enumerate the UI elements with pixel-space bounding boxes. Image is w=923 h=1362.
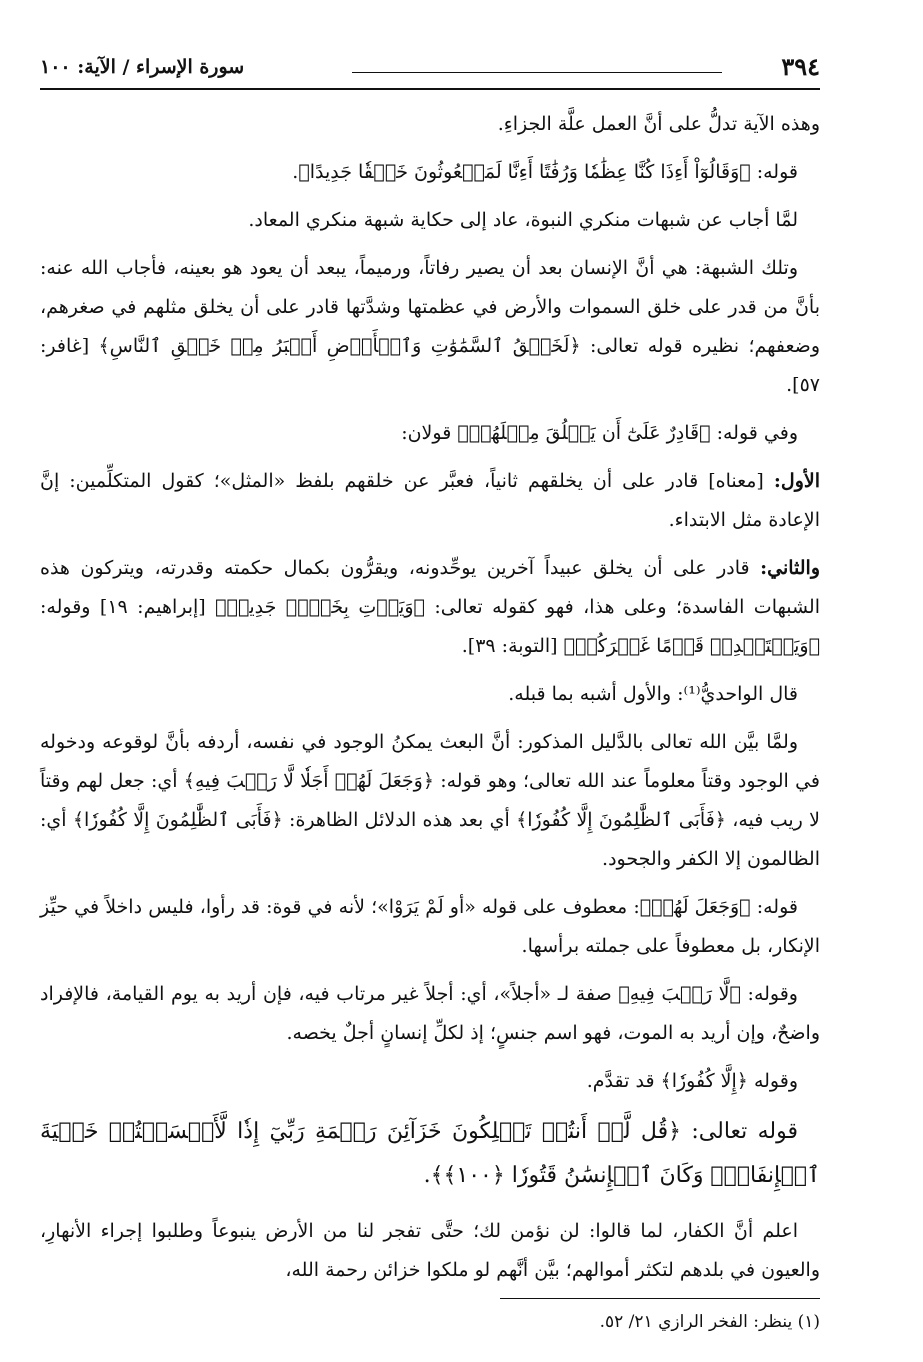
footnote: (١) ينظر: الفخر الرازي ٢١/ ٥٢.: [599, 1312, 820, 1332]
opinion-paragraph: [40, 549, 820, 666]
paragraph: وقوله ﴿إِلَّا كُفُورٗا﴾ قد تقدَّم.: [586, 1070, 798, 1092]
page-header: [40, 50, 820, 90]
paragraph: قوله: ﴿وَجَعَلَ لَهُمۡ﴾: معطوف على قوله «أو لَمْ يَرَوْا»؛ لأنه في قوة: قد رأوا، فليس داخلاً في حيِّز الإنكار، بل معطوفاً على جملته برأسها.: [40, 896, 820, 957]
header-line: [352, 72, 722, 73]
paragraph: اعلم أنَّ الكفار، لما قالوا: لن نؤمن لك؛ حتَّى تفجر لنا من الأرض ينبوعاً وطلبوا إجراء الأنهارِ، والعيون في بلدهم لتكثر أموالهم؛ بيَّن أنَّهم لو ملكوا خزائن رحمة الله،: [40, 1220, 820, 1281]
paragraph: وقوله: ﴿لَّا رَيۡبَ فِيهِ﴾ صفة لـ «أجلاً»، أي: أجلاً غير مرتاب فيه، فإن أريد به يوم القيامة، فالإفراد واضحٌ، وإن أريد به الموت، فهو اسم جنسٍ؛ إذ لكلِّ إنسانٍ أجلٌ يخصه.: [40, 983, 820, 1044]
opinion-text: [معناه] قادر على أن يخلقهم ثانياً، فعبَّر عن خلقهم بلفظ «المثل»؛ كقول المتكلِّمين: إنَّ الإعادة مثل الابتداء.: [40, 470, 820, 531]
page-number: ٣٩٤: [781, 52, 820, 81]
opinion-text: قادر على أن يخلق عبيداً آخرين يوحِّدونه، ويقرُّون بكمال حكمته وقدرته، ويتركون هذه الشبهات الفاسدة؛ وعلى هذا، فهو كقوله تعالى: ﴿وَيَأۡتِ بِخَلۡقٖ جَدِيدٖ﴾ [إبراهيم: ١٩] وقوله: ﴿وَيَسۡتَبۡدِلۡ قَوۡمًا غَيۡرَكُمۡ﴾ [التوبة: ٣٩].: [40, 557, 820, 657]
paragraph: وفي قوله: ﴿قَادِرٌ عَلَىٰٓ أَن يَخۡلُقَ مِثۡلَهُمۡ﴾ قولان:: [401, 422, 798, 444]
surah-reference: سورة الإسراء / الآية: ١٠٠: [40, 56, 245, 78]
paragraph: لمَّا أجاب عن شبهات منكري النبوة، عاد إلى حكاية شبهة منكري المعاد.: [248, 209, 798, 231]
paragraph: قال الواحديُّ⁽¹⁾: والأول أشبه بما قبله.: [508, 683, 798, 705]
paragraph: ولمَّا بيَّن الله تعالى بالدَّليل المذكور: أنَّ البعث يمكنُ الوجود في نفسه، أردفه بأنَّ لوقوعه ودخوله في الوجود وقتاً معلوماً عند الله تعالى؛ وهو قوله: ﴿وَجَعَلَ لَهُمۡ أَجَلٗا لَّا رَيۡبَ فِيهِ﴾ أي: جعل لهم وقتاً لا ريب فيه، ﴿فَأَبَى ٱلظَّٰلِمُونَ إِلَّا كُفُورٗا﴾ أي بعد هذه الدلائل الظاهرة: ﴿فَأَبَى ٱلظَّٰلِمُونَ إِلَّا كُفُورٗا﴾ أي: الظالمون إلا الكفر والجحود.: [40, 731, 820, 870]
verse-heading: قوله تعالى: ﴿قُل لَّوۡ أَنتُمۡ تَمۡلِكُونَ خَزَآئِنَ رَحۡمَةِ رَبِّيٓ إِذٗا لَّأَمۡسَكۡتُمۡ خَشۡيَةَ ٱلۡإِنفَاقِۚ وَكَانَ ٱلۡإِنسَٰنُ قَتُورٗا ﴿١٠٠﴾﴾.: [40, 1119, 820, 1188]
header-rule: [40, 88, 820, 90]
opinion-paragraph: [40, 462, 820, 540]
paragraph: وتلك الشبهة: هي أنَّ الإنسان بعد أن يصير رفاتاً، ورميماً، يبعد أن يعود هو بعينه، فأجاب الله عنه: بأنَّ من قدر على خلق السموات والأرض في عظمتها وشدَّتها قادر على أن يخلق مثلهم في صغرهم، وضعفهم؛ نظيره قوله تعالى: ﴿لَخَلۡقُ ٱلسَّمَٰوَٰتِ وَٱلۡأَرۡضِ أَكۡبَرُ مِنۡ خَلۡقِ ٱلنَّاسِ﴾ [غافر: ٥٧].: [40, 257, 820, 396]
main-text: [40, 105, 820, 1299]
paragraph: وهذه الآية تدلُّ على أنَّ العمل علَّة الجزاءِ.: [497, 113, 820, 135]
opinion-lead: والثاني:: [760, 557, 820, 579]
opinion-lead: الأول:: [773, 470, 820, 492]
footnote-rule: [500, 1298, 820, 1299]
paragraph: قوله: ﴿وَقَالُوٓاْ أَءِذَا كُنَّا عِظَٰمٗا وَرُفَٰتًا أَءِنَّا لَمَبۡعُوثُونَ خَلۡقٗا جَدِيدًا﴾.: [292, 161, 798, 183]
